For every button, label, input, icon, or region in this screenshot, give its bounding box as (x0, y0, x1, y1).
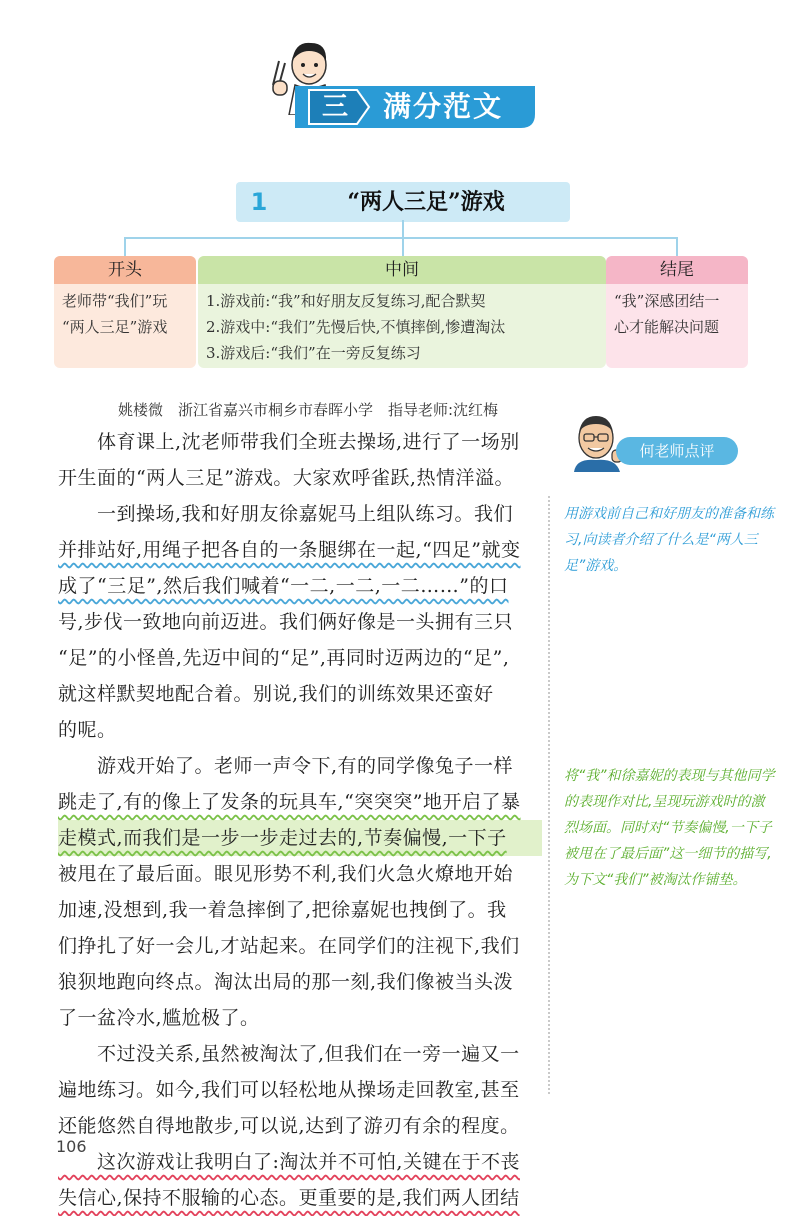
outline-middle-line: 1.游戏前:“我”和好朋友反复练习,配合默契 (206, 292, 486, 310)
outline-end-heading: 结尾 (606, 256, 748, 284)
essay-title-bar (236, 182, 570, 222)
essay-line: “足”的小怪兽,先迈中间的“足”,再同时迈两边的“足”, (58, 647, 510, 669)
outline-end-line: “我”深感团结一 (614, 292, 720, 310)
outline-middle-line: 2.游戏中:“我们”先慢后快,不慎摔倒,惨遭淘汰 (206, 318, 506, 336)
outline-middle-body (198, 284, 606, 370)
page-number: 106 (56, 1137, 87, 1156)
outline-end (606, 256, 748, 368)
essay-line: 被甩在了最后面。眼见形势不利,我们火急火燎地开始 (58, 863, 514, 885)
outline-connector-lines (0, 220, 800, 260)
essay-line: 游戏开始了。老师一声令下,有的同学像兔子一样 (58, 755, 514, 777)
essay-line: 还能悠然自得地散步,可以说,达到了游刃有余的程度。 (58, 1115, 520, 1137)
essay-line: 就这样默契地配合着。别说,我们的训练效果还蛮好 (58, 683, 494, 705)
essay-body (58, 424, 542, 1216)
essay-line: 遍地练习。如今,我们可以轻松地从操场走回教室,甚至 (58, 1079, 520, 1101)
outline-start-line: “两人三足”游戏 (62, 318, 168, 336)
comment-badge: 何老师点评 (616, 437, 738, 465)
essay-line: 体育课上,沈老师带我们全班去操场,进行了一场别 (58, 431, 520, 453)
section-banner (295, 86, 535, 128)
essay-line: 的呢。 (58, 719, 117, 741)
outline-start-body (54, 284, 196, 344)
section-title: 满分范文 (383, 90, 504, 123)
section-number: 三 (321, 92, 348, 122)
essay-line: 这次游戏让我明白了:淘汰并不可怕,关键在于不丧 (58, 1151, 520, 1173)
teacher-comment-1: 用游戏前自己和好朋友的准备和练习,向读者介绍了什么是“两人三足”游戏。 (564, 506, 774, 574)
teacher-comment-2: 将“我”和徐嘉妮的表现与其他同学的表现作对比,呈现玩游戏时的激烈场面。同时对“节奏偏慢,一下子被甩在了最后面”这一细节的描写,为下文“我们”被淘汰作铺垫。 (564, 768, 775, 888)
author-byline: 姚楼微 浙江省嘉兴市桐乡市春晖小学 指导老师:沈红梅 (118, 401, 499, 419)
essay-title: “两人三足”游戏 (347, 189, 505, 215)
essay-number: 1 (250, 188, 268, 216)
essay-line: 走模式,而我们是一步一步走过去的,节奏偏慢,一下子 (58, 820, 542, 856)
essay-line: 失信心,保持不服输的心态。更重要的是,我们两人团结 (58, 1187, 520, 1209)
outline-start (54, 256, 196, 368)
outline-end-line: 心才能解决问题 (614, 318, 720, 336)
outline-middle-line: 3.游戏后:“我们”在一旁反复练习 (206, 344, 421, 362)
essay-line: 成了“三足”,然后我们喊着“一二,一二,一二……”的口 (58, 575, 509, 597)
essay-line: 不过没关系,虽然被淘汰了,但我们在一旁一遍又一 (58, 1043, 520, 1065)
essay-line: 加速,没想到,我一着急摔倒了,把徐嘉妮也拽倒了。我 (58, 899, 507, 921)
outline-end-body (606, 284, 748, 344)
essay-line: 一到操场,我和好朋友徐嘉妮马上组队练习。我们 (58, 503, 514, 525)
outline-start-line: 老师带“我们”玩 (62, 292, 168, 310)
essay-line: 开生面的“两人三足”游戏。大家欢呼雀跃,热情洋溢。 (58, 467, 514, 489)
outline-start-heading: 开头 (54, 256, 196, 284)
essay-line: 狼狈地跑向终点。淘汰出局的那一刻,我们像被当头泼 (58, 971, 514, 993)
essay-line: 了一盆冷水,尴尬极了。 (58, 1007, 260, 1029)
outline-middle (198, 256, 606, 368)
essay-line: 号,步伐一致地向前迈进。我们俩好像是一头拥有三只 (58, 611, 514, 633)
essay-line: 跳走了,有的像上了发条的玩具车,“突突突”地开启了暴 (58, 791, 521, 813)
essay-line: 们挣扎了好一会儿,才站起来。在同学们的注视下,我们 (58, 935, 520, 957)
outline-middle-heading: 中间 (198, 256, 606, 284)
essay-line: 并排站好,用绳子把各自的一条腿绑在一起,“四足”就变 (58, 539, 521, 561)
column-divider (548, 496, 550, 1094)
